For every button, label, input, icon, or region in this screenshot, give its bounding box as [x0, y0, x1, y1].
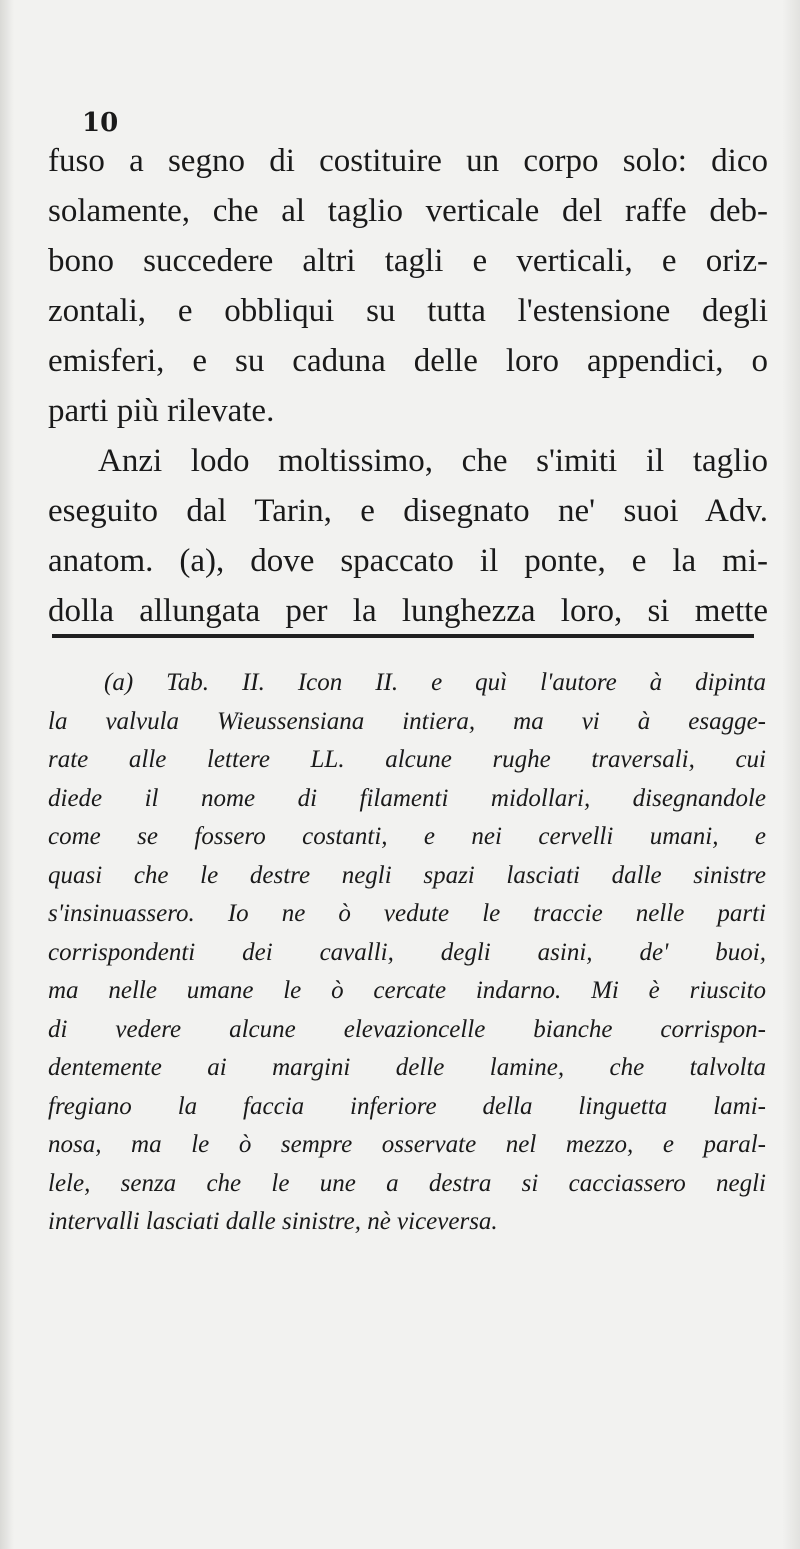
- footnote-line: nosa, ma le ò sempre osservate nel mezzo, e paral-: [48, 1131, 766, 1158]
- footnote-separator: [52, 634, 754, 638]
- text-line: emisferi, e su caduna delle loro appendici, o: [48, 343, 768, 379]
- text-line: anatom. (a), dove spaccato il ponte, e la mi-: [48, 543, 768, 579]
- main-text: [48, 136, 768, 636]
- page-number: 10: [82, 108, 119, 138]
- footnote-line: ma nelle umane le ò cercate indarno. Mi è riuscito: [48, 977, 766, 1004]
- footnote-line: dentemente ai margini delle lamine, che talvolta: [48, 1054, 766, 1081]
- footnote-line: corrispondenti dei cavalli, degli asini, de' buoi,: [48, 938, 766, 966]
- text-line: Anzi lodo moltissimo, che s'imiti il taglio: [98, 443, 768, 479]
- text-line: dolla allungata per la lunghezza loro, si mette: [48, 593, 768, 629]
- text-line: bono succedere altri tagli e verticali, e oriz-: [48, 243, 768, 279]
- text-line: eseguito dal Tarin, e disegnato ne' suoi Adv.: [48, 493, 768, 529]
- footnote-line: s'insinuassero. Io ne ò vedute le traccie nelle parti: [48, 900, 766, 927]
- text-line: fuso a segno di costituire un corpo solo: dico: [48, 143, 768, 179]
- footnote-line: intervalli lasciati dalle sinistre, nè viceversa.: [48, 1208, 498, 1235]
- footnote-line: (a) Tab. II. Icon II. e quì l'autore à dipinta: [104, 669, 766, 696]
- footnote-line: come se fossero costanti, e nei cervelli umani, e: [48, 823, 766, 850]
- footnote-line: la valvula Wieussensiana intiera, ma vi à esagge-: [48, 707, 766, 735]
- footnote-line: lele, senza che le une a destra si cacciassero negli: [48, 1169, 766, 1197]
- footnote-line: di vedere alcune elevazioncelle bianche corrispon-: [48, 1015, 766, 1043]
- text-line: zontali, e obbliqui su tutta l'estensione degli: [48, 293, 768, 329]
- text-line: solamente, che al taglio verticale del raffe deb-: [48, 193, 768, 229]
- text-line: parti più rilevate.: [48, 393, 275, 429]
- footnote-line: diede il nome di filamenti midollari, disegnandole: [48, 784, 766, 812]
- page-gutter-shadow: [0, 0, 14, 1549]
- footnote: [48, 664, 766, 1242]
- footnote-line: rate alle lettere LL. alcune rughe traversali, cui: [48, 746, 766, 773]
- footnote-line: quasi che le destre negli spazi lasciati dalle sinistre: [48, 861, 766, 889]
- page-edge-shadow: [782, 0, 800, 1549]
- footnote-line: fregiano la faccia inferiore della linguetta lami-: [48, 1092, 766, 1120]
